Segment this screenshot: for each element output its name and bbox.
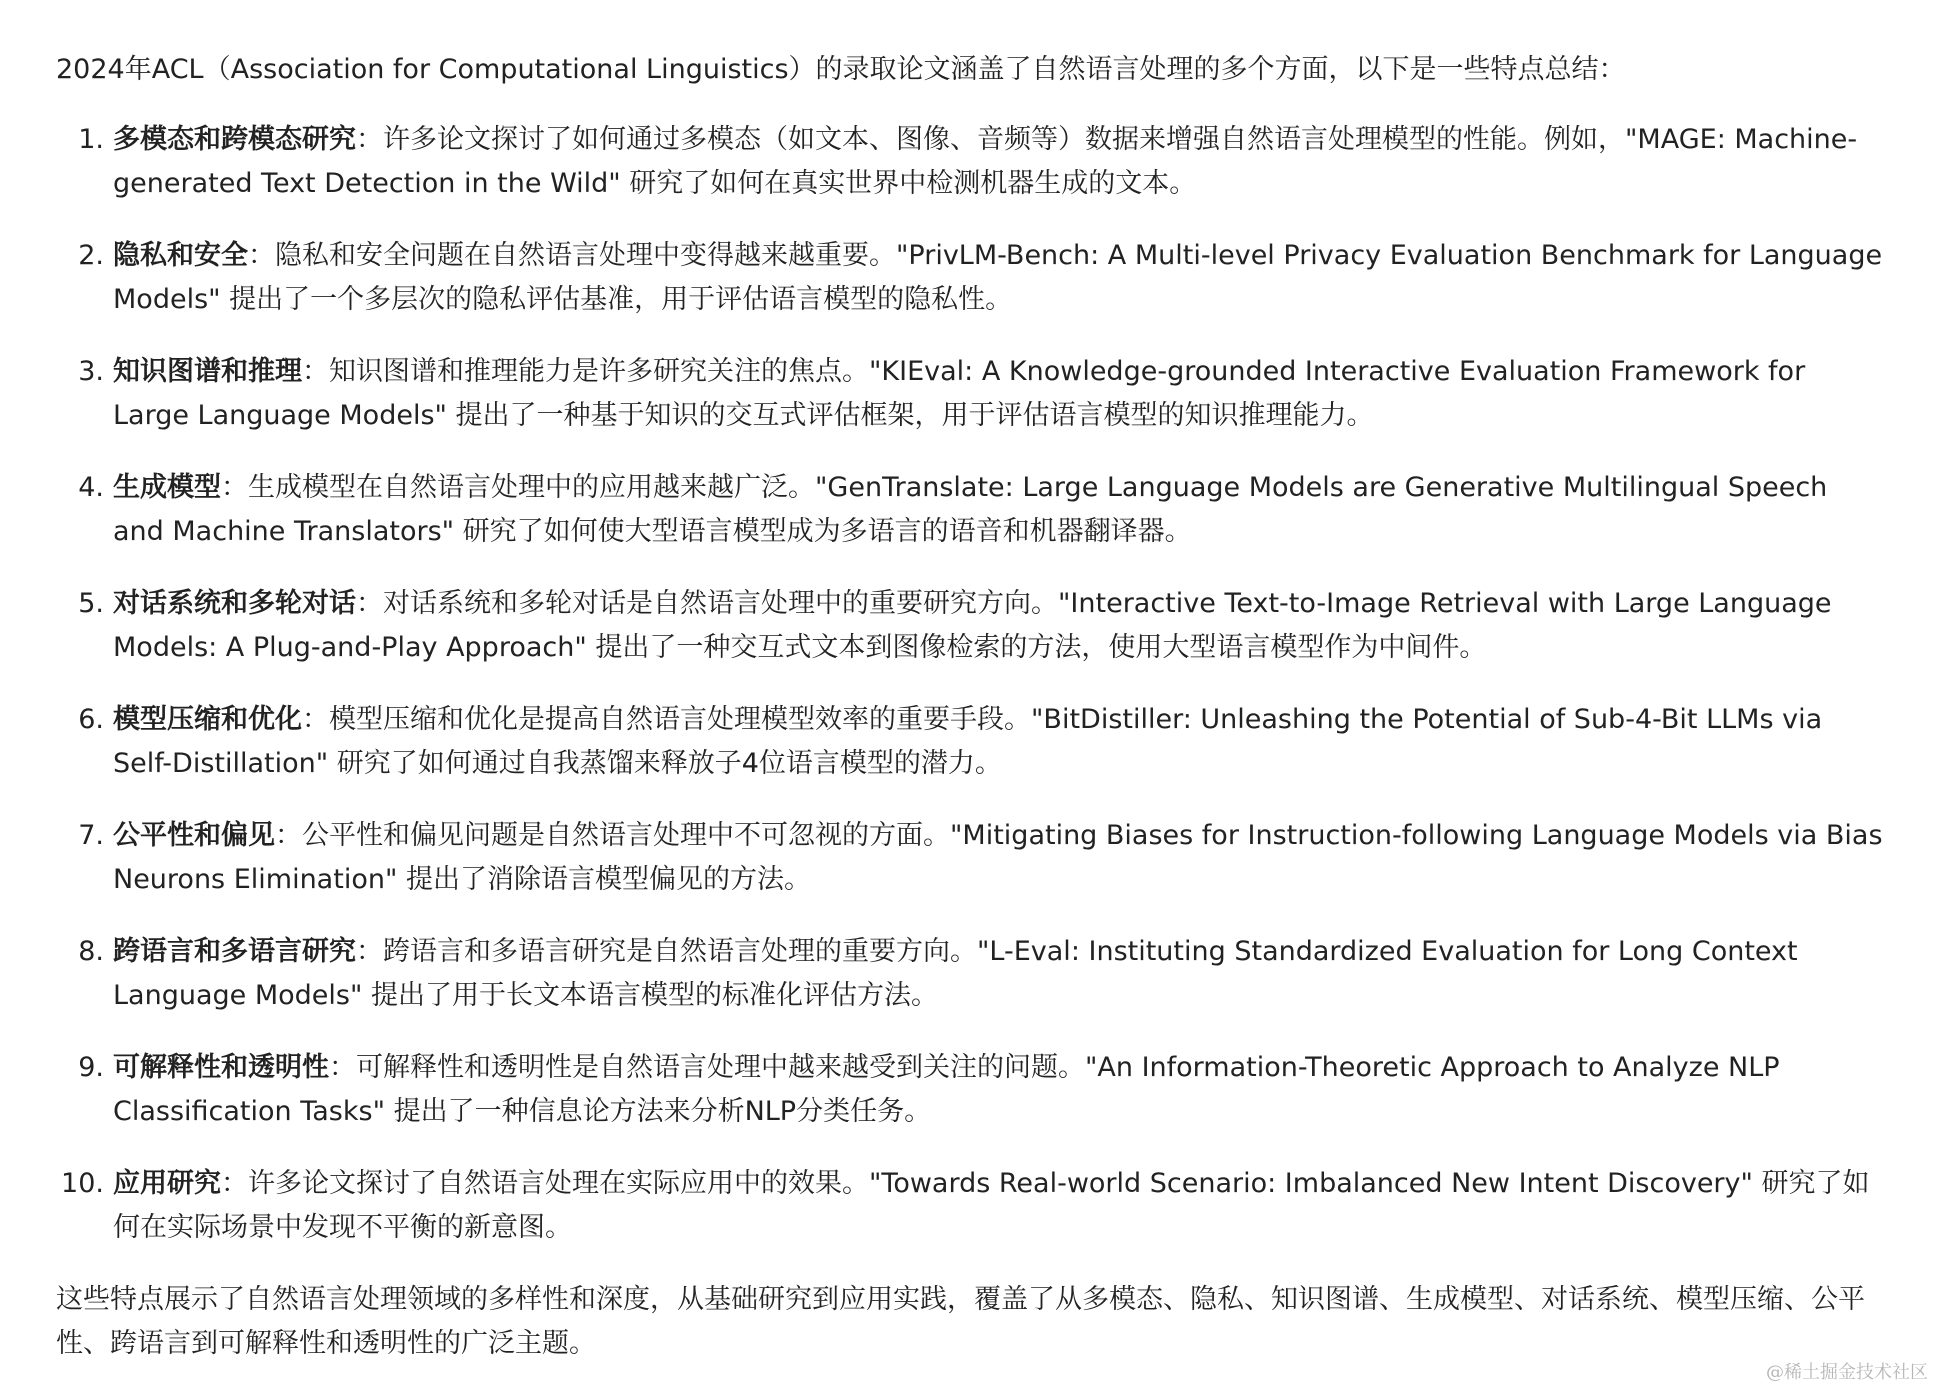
item-title: 跨语言和多语言研究	[113, 936, 356, 967]
item-number: 7.	[78, 820, 104, 851]
item-separator: ：	[356, 936, 383, 967]
item-number: 8.	[78, 936, 104, 967]
item-body: 对话系统和多轮对话是自然语言处理中的重要研究方向。"Interactive Text-to-Image Retrieval with Large Language Models: A Plug-and-Play Approach" 提出了一种交互式文本到图像检索的方法，使用大型语言模型作为中间件。	[113, 588, 1832, 663]
item-body: 知识图谱和推理能力是许多研究关注的焦点。"KIEval: A Knowledge-grounded Interactive Evaluation Framework for Large Language Models" 提出了一种基于知识的交互式评估框架，用于评估语言模型的知识推理能力。	[113, 356, 1806, 431]
item-separator: ：	[221, 472, 248, 503]
article-content	[56, 48, 1886, 1366]
item-body: 隐私和安全问题在自然语言处理中变得越来越重要。"PrivLM-Bench: A Multi-level Privacy Evaluation Benchmark for Language Models" 提出了一个多层次的隐私评估基准，用于评估语言模型的隐私性。	[113, 240, 1883, 315]
item-number: 2.	[78, 240, 104, 271]
item-number: 4.	[78, 472, 104, 503]
list-item	[56, 350, 1886, 438]
item-body: 许多论文探讨了自然语言处理在实际应用中的效果。"Towards Real-world Scenario: Imbalanced New Intent Discovery" 研究了如何在实际场景中发现不平衡的新意图。	[113, 1168, 1870, 1243]
list-item	[56, 466, 1886, 554]
item-number: 3.	[78, 356, 104, 387]
item-title: 应用研究	[113, 1168, 221, 1199]
item-body: 生成模型在自然语言处理中的应用越来越广泛。"GenTranslate: Large Language Models are Generative Multilingual Speech and Machine Translators" 研究了如何使大型语言模型成为多语言的语音和机器翻译器。	[113, 472, 1828, 547]
list-item	[56, 698, 1886, 786]
list-item	[56, 814, 1886, 902]
summary-paragraph: 这些特点展示了自然语言处理领域的多样性和深度，从基础研究到应用实践，覆盖了从多模态、隐私、知识图谱、生成模型、对话系统、模型压缩、公平性、跨语言到可解释性和透明性的广泛主题。	[56, 1284, 1865, 1359]
item-separator: ：	[356, 124, 383, 155]
item-separator: ：	[302, 356, 329, 387]
item-title: 可解释性和透明性	[113, 1052, 329, 1083]
item-body: 许多论文探讨了如何通过多模态（如文本、图像、音频等）数据来增强自然语言处理模型的性能。例如，"MAGE: Machine-generated Text Detection in the Wild" 研究了如何在真实世界中检测机器生成的文本。	[113, 124, 1858, 199]
item-title: 公平性和偏见	[113, 820, 275, 851]
item-title: 模型压缩和优化	[113, 704, 302, 735]
item-separator: ：	[248, 240, 275, 271]
item-title: 对话系统和多轮对话	[113, 588, 356, 619]
item-body: 可解释性和透明性是自然语言处理中越来越受到关注的问题。"An Information-Theoretic Approach to Analyze NLP Classification Tasks" 提出了一种信息论方法来分析NLP分类任务。	[113, 1052, 1780, 1127]
item-title: 知识图谱和推理	[113, 356, 302, 387]
item-body: 模型压缩和优化是提高自然语言处理模型效率的重要手段。"BitDistiller: Unleashing the Potential of Sub-4-Bit LLMs via Self-Distillation" 研究了如何通过自我蒸馏来释放子4位语言模型的潜力。	[113, 704, 1823, 779]
item-title: 生成模型	[113, 472, 221, 503]
item-separator: ：	[221, 1168, 248, 1199]
item-separator: ：	[275, 820, 302, 851]
item-separator: ：	[302, 704, 329, 735]
list-item	[56, 1046, 1886, 1134]
item-title: 多模态和跨模态研究	[113, 124, 356, 155]
list-item	[56, 1162, 1886, 1250]
feature-list	[56, 118, 1886, 1250]
item-body: 公平性和偏见问题是自然语言处理中不可忽视的方面。"Mitigating Biases for Instruction-following Language Models via Bias Neurons Elimination" 提出了消除语言模型偏见的方法。	[113, 820, 1883, 895]
watermark: @稀土掘金技术社区	[1766, 1362, 1928, 1383]
item-number: 9.	[78, 1052, 104, 1083]
item-body: 跨语言和多语言研究是自然语言处理的重要方向。"L-Eval: Instituting Standardized Evaluation for Long Context Language Models" 提出了用于长文本语言模型的标准化评估方法。	[113, 936, 1798, 1011]
item-separator: ：	[329, 1052, 356, 1083]
list-item	[56, 930, 1886, 1018]
item-separator: ：	[356, 588, 383, 619]
list-item	[56, 234, 1886, 322]
item-title: 隐私和安全	[113, 240, 248, 271]
intro-paragraph: 2024年ACL（Association for Computational Linguistics）的录取论文涵盖了自然语言处理的多个方面，以下是一些特点总结：	[56, 54, 1626, 85]
item-number: 5.	[78, 588, 104, 619]
item-number: 1.	[78, 124, 104, 155]
item-number: 10.	[61, 1168, 104, 1199]
list-item	[56, 118, 1886, 206]
item-number: 6.	[78, 704, 104, 735]
list-item	[56, 582, 1886, 670]
